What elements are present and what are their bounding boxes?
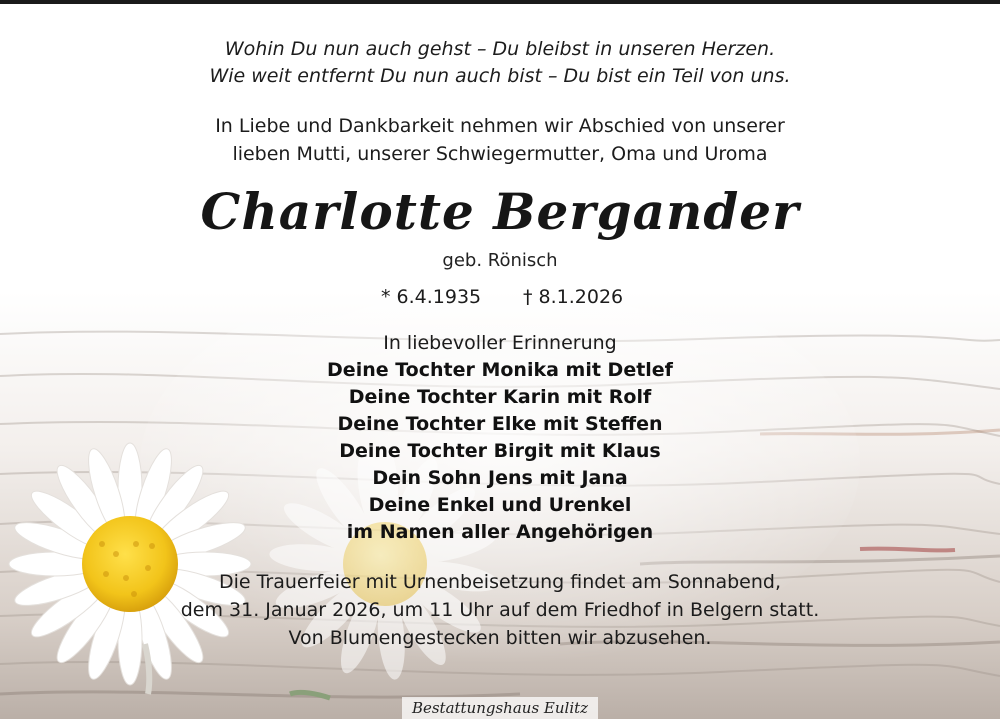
mourner-name: Dein Sohn Jens mit Jana bbox=[372, 467, 628, 489]
mourner-name: Deine Tochter Elke mit Steffen bbox=[337, 413, 663, 435]
deceased-name: Charlotte Bergander bbox=[200, 182, 800, 241]
death-date: † 8.1.2026 bbox=[523, 286, 624, 308]
service-line-1: Die Trauerfeier mit Urnenbeisetzung findet am Sonnabend, bbox=[218, 571, 782, 593]
footer bbox=[0, 697, 1000, 719]
notice-text bbox=[0, 4, 1000, 719]
intro-line-2: lieben Mutti, unserer Schwiegermutter, Oma und Uroma bbox=[232, 143, 768, 165]
mourners-heading: In liebevoller Erinnerung bbox=[383, 332, 617, 354]
service-line-3: Von Blumengestecken bitten wir abzusehen. bbox=[288, 627, 712, 649]
life-dates bbox=[0, 286, 1000, 312]
birth-date: * 6.4.1935 bbox=[381, 286, 482, 308]
birth-name: geb. Rönisch bbox=[442, 250, 558, 271]
funeral-home-name: Bestattungshaus Eulitz bbox=[402, 697, 598, 719]
mourner-name: Deine Tochter Karin mit Rolf bbox=[348, 386, 652, 408]
verse-line-2: Wie weit entfernt Du nun auch bist – Du bist ein Teil von uns. bbox=[209, 65, 791, 87]
mourner-name: Deine Tochter Monika mit Detlef bbox=[327, 359, 673, 381]
verse-line-1: Wohin Du nun auch gehst – Du bleibst in unseren Herzen. bbox=[224, 38, 776, 60]
mourner-name: Deine Tochter Birgit mit Klaus bbox=[339, 440, 661, 462]
service-line-2: dem 31. Januar 2026, um 11 Uhr auf dem Friedhof in Belgern statt. bbox=[180, 599, 820, 621]
mourner-name: im Namen aller Angehörigen bbox=[346, 521, 654, 543]
mourner-name: Deine Enkel und Urenkel bbox=[368, 494, 632, 516]
intro-line-1: In Liebe und Dankbarkeit nehmen wir Abschied von unserer bbox=[215, 115, 785, 137]
